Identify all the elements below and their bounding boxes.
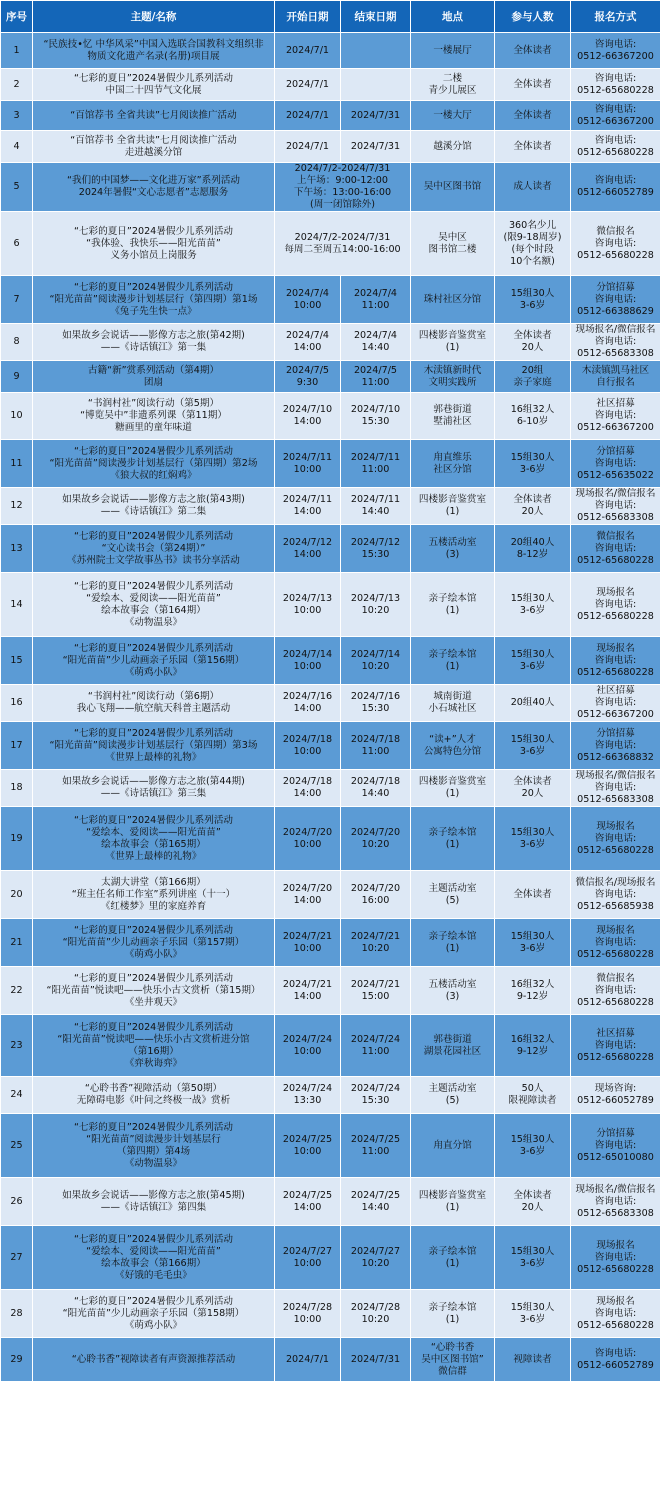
registration-method-cell: 现场报名/微信报名 咨询电话: 0512-65683308 [571, 324, 660, 361]
table-row [1, 393, 660, 440]
header-participants: 参与人数 [495, 1, 571, 33]
end-date-cell: 2024/7/10 15:30 [341, 393, 411, 440]
table-row [1, 212, 660, 276]
start-date-cell: 2024/7/10 14:00 [275, 393, 341, 440]
table-row [1, 1338, 660, 1382]
table-row [1, 919, 660, 967]
row-index-cell: 7 [1, 276, 33, 324]
start-date-cell: 2024/7/25 14:00 [275, 1178, 341, 1226]
table-row [1, 967, 660, 1015]
participants-cell: 15组30人 3-6岁 [495, 1226, 571, 1290]
start-date-cell: 2024/7/12 14:00 [275, 525, 341, 573]
end-date-cell: 2024/7/28 10:20 [341, 1290, 411, 1338]
location-cell: 一楼大厅 [411, 101, 495, 131]
start-date-cell: 2024/7/14 10:00 [275, 637, 341, 685]
start-date-cell: 2024/7/27 10:00 [275, 1226, 341, 1290]
row-index-cell: 23 [1, 1015, 33, 1077]
location-cell: 亲子绘本馆 (1) [411, 1290, 495, 1338]
registration-method-cell: 咨询电话: 0512-66052789 [571, 1338, 660, 1382]
start-date-cell: 2024/7/11 14:00 [275, 488, 341, 525]
end-date-cell: 2024/7/5 11:00 [341, 361, 411, 393]
participants-cell: 16组32人 9-12岁 [495, 967, 571, 1015]
start-date-cell: 2024/7/25 10:00 [275, 1114, 341, 1178]
end-date-cell: 2024/7/4 14:40 [341, 324, 411, 361]
location-cell: 一楼展厅 [411, 33, 495, 69]
participants-cell: 全体读者 [495, 101, 571, 131]
registration-method-cell: 现场报名 咨询电话: 0512-65680228 [571, 919, 660, 967]
location-cell: 亲子绘本馆 (1) [411, 807, 495, 871]
registration-method-cell: 现场报名 咨询电话: 0512-65680228 [571, 637, 660, 685]
table-row [1, 488, 660, 525]
registration-method-cell: 现场咨询: 0512-66052789 [571, 1077, 660, 1114]
row-index-cell: 20 [1, 871, 33, 919]
location-cell: 木渎镇新时代 文明实践所 [411, 361, 495, 393]
participants-cell: 20组40人 [495, 685, 571, 722]
participants-cell: 15组30人 3-6岁 [495, 807, 571, 871]
end-date-cell: 2024/7/20 16:00 [341, 871, 411, 919]
registration-method-cell: 现场报名 咨询电话: 0512-65680228 [571, 1290, 660, 1338]
end-date-cell: 2024/7/24 15:30 [341, 1077, 411, 1114]
start-date-cell: 2024/7/2-2024/7/31 每周二至周五14:00-16:00 [275, 212, 411, 276]
location-cell: 四楼影音鉴赏室 (1) [411, 770, 495, 807]
event-title-cell: “七彩的夏日”2024暑假少儿系列活动 中国二十四节气文化展 [33, 69, 275, 101]
event-title-cell: “心聆书香”视障活动（第50期） 无障碍电影《叶问之终极一战》赏析 [33, 1077, 275, 1114]
row-index-cell: 6 [1, 212, 33, 276]
event-title-cell: “七彩的夏日”2024暑假少儿系列活动 “爱绘本、爱阅读——阳光苗苗” 绘本故事会（第166期） 《好饿的毛毛虫》 [33, 1226, 275, 1290]
start-date-cell: 2024/7/21 10:00 [275, 919, 341, 967]
registration-method-cell: 咨询电话: 0512-66367200 [571, 33, 660, 69]
table-row [1, 276, 660, 324]
registration-method-cell: 分馆招募 咨询电话: 0512-66388629 [571, 276, 660, 324]
row-index-cell: 16 [1, 685, 33, 722]
table-row [1, 637, 660, 685]
participants-cell: 15组30人 3-6岁 [495, 637, 571, 685]
end-date-cell: 2024/7/25 14:40 [341, 1178, 411, 1226]
end-date-cell: 2024/7/11 14:40 [341, 488, 411, 525]
row-index-cell: 17 [1, 722, 33, 770]
table-row [1, 722, 660, 770]
event-title-cell: “民族技•忆 中华风采”中国入选联合国教科文组织非 物质文化遗产名录(名册)项目展 [33, 33, 275, 69]
table-row [1, 101, 660, 131]
registration-method-cell: 现场报名/微信报名 咨询电话: 0512-65683308 [571, 1178, 660, 1226]
row-index-cell: 12 [1, 488, 33, 525]
row-index-cell: 11 [1, 440, 33, 488]
end-date-cell: 2024/7/21 15:00 [341, 967, 411, 1015]
header-end-date: 结束日期 [341, 1, 411, 33]
event-title-cell: 如果故乡会说话——影像方志之旅(第44期) ——《诗话镇江》第三集 [33, 770, 275, 807]
location-cell: 亲子绘本馆 (1) [411, 573, 495, 637]
registration-method-cell: 现场报名/微信报名 咨询电话: 0512-65683308 [571, 488, 660, 525]
start-date-cell: 2024/7/21 14:00 [275, 967, 341, 1015]
end-date-cell: 2024/7/4 11:00 [341, 276, 411, 324]
location-cell: 吴中区图书馆 [411, 163, 495, 212]
start-date-cell: 2024/7/24 13:30 [275, 1077, 341, 1114]
end-date-cell: 2024/7/13 10:20 [341, 573, 411, 637]
registration-method-cell: 咨询电话: 0512-66052789 [571, 163, 660, 212]
end-date-cell: 2024/7/18 14:40 [341, 770, 411, 807]
event-title-cell: “书润村社”阅读行动（第5期） “博览吴中”非遗系列课（第11期） 糖画里的童年味道 [33, 393, 275, 440]
start-date-cell: 2024/7/18 10:00 [275, 722, 341, 770]
registration-method-cell: 咨询电话: 0512-65680228 [571, 131, 660, 163]
participants-cell: 360名少儿 (限9-18周岁) (每个时段 10个名额) [495, 212, 571, 276]
end-date-cell: 2024/7/14 10:20 [341, 637, 411, 685]
event-title-cell: “百馆荐书 全省共读”七月阅读推广活动 走进越溪分馆 [33, 131, 275, 163]
participants-cell: 20组 亲子家庭 [495, 361, 571, 393]
start-date-cell: 2024/7/4 14:00 [275, 324, 341, 361]
header-index: 序号 [1, 1, 33, 33]
participants-cell: 全体读者 20人 [495, 1178, 571, 1226]
location-cell: 城南街道 小石城社区 [411, 685, 495, 722]
event-title-cell: “七彩的夏日”2024暑假少儿系列活动 “阳光苗苗”少儿动画亲子乐园（第156期） 《萌鸡小队》 [33, 637, 275, 685]
row-index-cell: 1 [1, 33, 33, 69]
event-title-cell: “七彩的夏日”2024暑假少儿系列活动 “阳光苗苗”阅读漫步计划基层行 （第四期）第4场 《动物温泉》 [33, 1114, 275, 1178]
participants-cell: 15组30人 3-6岁 [495, 276, 571, 324]
end-date-cell: 2024/7/20 10:20 [341, 807, 411, 871]
end-date-cell: 2024/7/24 11:00 [341, 1015, 411, 1077]
event-title-cell: “七彩的夏日”2024暑假少儿系列活动 “阳光苗苗”悦读吧——快乐小古文赏析进分馆 （第16期） 《弈秋诲弈》 [33, 1015, 275, 1077]
participants-cell: 全体读者 20人 [495, 488, 571, 525]
event-title-cell: “七彩的夏日”2024暑假少儿系列活动 “阳光苗苗”悦读吧——快乐小古文赏析（第15期） 《坐井观天》 [33, 967, 275, 1015]
location-cell: 郭巷街道 湖景花园社区 [411, 1015, 495, 1077]
event-title-cell: “七彩的夏日”2024暑假少儿系列活动 “爱绘本、爱阅读——阳光苗苗” 绘本故事会（第165期） 《世界上最棒的礼物》 [33, 807, 275, 871]
registration-method-cell: 咨询电话: 0512-66367200 [571, 101, 660, 131]
row-index-cell: 5 [1, 163, 33, 212]
event-title-cell: “七彩的夏日”2024暑假少儿系列活动 “阳光苗苗”阅读漫步计划基层行（第四期）第1场 《兔子先生快一点》 [33, 276, 275, 324]
end-date-cell: 2024/7/31 [341, 1338, 411, 1382]
event-title-cell: 如果故乡会说话——影像方志之旅(第42期) ——《诗话镇江》第一集 [33, 324, 275, 361]
location-cell: 甪直分馆 [411, 1114, 495, 1178]
table-row [1, 324, 660, 361]
start-date-cell: 2024/7/1 [275, 1338, 341, 1382]
header-row [1, 1, 660, 33]
participants-cell: 全体读者 [495, 131, 571, 163]
row-index-cell: 3 [1, 101, 33, 131]
start-date-cell: 2024/7/16 14:00 [275, 685, 341, 722]
end-date-cell: 2024/7/25 11:00 [341, 1114, 411, 1178]
row-index-cell: 15 [1, 637, 33, 685]
row-index-cell: 21 [1, 919, 33, 967]
row-index-cell: 2 [1, 69, 33, 101]
location-cell: 郭巷街道 墅浦社区 [411, 393, 495, 440]
participants-cell: 16组32人 9-12岁 [495, 1015, 571, 1077]
header-start-date: 开始日期 [275, 1, 341, 33]
event-title-cell: “七彩的夏日”2024暑假少儿系列活动 “阳光苗苗”阅读漫步计划基层行（第四期）第3场 《世界上最棒的礼物》 [33, 722, 275, 770]
location-cell: 珠村社区分馆 [411, 276, 495, 324]
table-row [1, 807, 660, 871]
registration-method-cell: 咨询电话: 0512-65680228 [571, 69, 660, 101]
registration-method-cell: 分馆招募 咨询电话: 0512-66368832 [571, 722, 660, 770]
end-date-cell: 2024/7/31 [341, 101, 411, 131]
table-row [1, 1077, 660, 1114]
participants-cell: 全体读者 [495, 33, 571, 69]
row-index-cell: 22 [1, 967, 33, 1015]
row-index-cell: 26 [1, 1178, 33, 1226]
row-index-cell: 24 [1, 1077, 33, 1114]
row-index-cell: 4 [1, 131, 33, 163]
participants-cell: 16组32人 6-10岁 [495, 393, 571, 440]
row-index-cell: 18 [1, 770, 33, 807]
participants-cell: 全体读者 [495, 871, 571, 919]
location-cell: 四楼影音鉴赏室 (1) [411, 324, 495, 361]
location-cell: 亲子绘本馆 (1) [411, 919, 495, 967]
table-row [1, 163, 660, 212]
event-title-cell: 太湖大讲堂（第166期） “班主任名师工作室”系列讲座（十一） 《红楼梦》里的家庭养育 [33, 871, 275, 919]
event-title-cell: 古籍“新”赏系列活动（第4期） 团扇 [33, 361, 275, 393]
table-row [1, 1015, 660, 1077]
start-date-cell: 2024/7/1 [275, 131, 341, 163]
event-title-cell: “心聆书香”视障读者有声资源推荐活动 [33, 1338, 275, 1382]
participants-cell: 全体读者 [495, 69, 571, 101]
participants-cell: 20组40人 8-12岁 [495, 525, 571, 573]
participants-cell: 全体读者 20人 [495, 324, 571, 361]
event-title-cell: “百馆荐书 全省共读”七月阅读推广活动 [33, 101, 275, 131]
row-index-cell: 28 [1, 1290, 33, 1338]
location-cell: 四楼影音鉴赏室 (1) [411, 488, 495, 525]
start-date-cell: 2024/7/13 10:00 [275, 573, 341, 637]
row-index-cell: 14 [1, 573, 33, 637]
participants-cell: 15组30人 3-6岁 [495, 722, 571, 770]
event-title-cell: “七彩的夏日”2024暑假少儿系列活动 “阳光苗苗”少儿动画亲子乐园（第157期） 《萌鸡小队》 [33, 919, 275, 967]
start-date-cell: 2024/7/11 10:00 [275, 440, 341, 488]
end-date-cell: 2024/7/11 11:00 [341, 440, 411, 488]
row-index-cell: 29 [1, 1338, 33, 1382]
table-row [1, 1178, 660, 1226]
start-date-cell: 2024/7/28 10:00 [275, 1290, 341, 1338]
registration-method-cell: 微信报名 咨询电话: 0512-65680228 [571, 525, 660, 573]
participants-cell: 50人 限视障读者 [495, 1077, 571, 1114]
registration-method-cell: 分馆招募 咨询电话: 0512-65635022 [571, 440, 660, 488]
start-date-cell: 2024/7/20 14:00 [275, 871, 341, 919]
registration-method-cell: 微信报名 咨询电话: 0512-65680228 [571, 967, 660, 1015]
location-cell: 吴中区 图书馆二楼 [411, 212, 495, 276]
registration-method-cell: 微信报名 咨询电话: 0512-65680228 [571, 212, 660, 276]
event-title-cell: “七彩的夏日”2024暑假少儿系列活动 “文心读书会（第24期）” 《苏州院士文学故事丛书》读书分享活动 [33, 525, 275, 573]
registration-method-cell: 现场报名 咨询电话: 0512-65680228 [571, 573, 660, 637]
location-cell: 主题活动室 (5) [411, 1077, 495, 1114]
registration-method-cell: 现场报名/微信报名 咨询电话: 0512-65683308 [571, 770, 660, 807]
end-date-cell [341, 69, 411, 101]
row-index-cell: 25 [1, 1114, 33, 1178]
location-cell: 四楼影音鉴赏室 (1) [411, 1178, 495, 1226]
table-row [1, 525, 660, 573]
row-index-cell: 13 [1, 525, 33, 573]
table-row [1, 685, 660, 722]
header-location: 地点 [411, 1, 495, 33]
participants-cell: 15组30人 3-6岁 [495, 573, 571, 637]
event-title-cell: “七彩的夏日”2024暑假少儿系列活动 “我体验、我快乐——阳光苗苗” 义务小馆员上岗服务 [33, 212, 275, 276]
registration-method-cell: 社区招募 咨询电话: 0512-66367200 [571, 685, 660, 722]
registration-method-cell: 社区招募 咨询电话: 0512-66367200 [571, 393, 660, 440]
location-cell: 主题活动室 (5) [411, 871, 495, 919]
start-date-cell: 2024/7/1 [275, 33, 341, 69]
table-row [1, 1226, 660, 1290]
table-row [1, 1114, 660, 1178]
row-index-cell: 8 [1, 324, 33, 361]
location-cell: 二楼 青少儿展区 [411, 69, 495, 101]
start-date-cell: 2024/7/20 10:00 [275, 807, 341, 871]
table-row [1, 1290, 660, 1338]
row-index-cell: 27 [1, 1226, 33, 1290]
table-row [1, 573, 660, 637]
participants-cell: 视障读者 [495, 1338, 571, 1382]
row-index-cell: 9 [1, 361, 33, 393]
event-title-cell: “书润村社”阅读行动（第6期） 我心飞翔——航空航天科普主题活动 [33, 685, 275, 722]
participants-cell: 15组30人 3-6岁 [495, 1290, 571, 1338]
location-cell: 甪直维乐 社区分馆 [411, 440, 495, 488]
event-title-cell: “七彩的夏日”2024暑假少儿系列活动 “阳光苗苗”少儿动画亲子乐园（第158期） 《萌鸡小队》 [33, 1290, 275, 1338]
event-title-cell: 如果故乡会说话——影像方志之旅(第45期) ——《诗话镇江》第四集 [33, 1178, 275, 1226]
location-cell: “心聆书香 吴中区图书馆” 微信群 [411, 1338, 495, 1382]
registration-method-cell: 社区招募 咨询电话: 0512-65680228 [571, 1015, 660, 1077]
row-index-cell: 19 [1, 807, 33, 871]
end-date-cell: 2024/7/16 15:30 [341, 685, 411, 722]
end-date-cell: 2024/7/21 10:20 [341, 919, 411, 967]
header-title: 主题/名称 [33, 1, 275, 33]
table-row [1, 770, 660, 807]
location-cell: 五楼活动室 (3) [411, 967, 495, 1015]
table-row [1, 440, 660, 488]
participants-cell: 15组30人 3-6岁 [495, 440, 571, 488]
table-row [1, 69, 660, 101]
start-date-cell: 2024/7/2-2024/7/31 上午场：9:00-12:00 下午场：13:00-16:00 (周一闭馆除外) [275, 163, 411, 212]
table-row [1, 33, 660, 69]
participants-cell: 全体读者 20人 [495, 770, 571, 807]
start-date-cell: 2024/7/1 [275, 101, 341, 131]
location-cell: “读+”人才 公寓特色分馆 [411, 722, 495, 770]
location-cell: 越溪分馆 [411, 131, 495, 163]
table-row [1, 871, 660, 919]
header-registration: 报名方式 [571, 1, 660, 33]
participants-cell: 15组30人 3-6岁 [495, 919, 571, 967]
registration-method-cell: 木渎镇凯马社区 自行报名 [571, 361, 660, 393]
start-date-cell: 2024/7/1 [275, 69, 341, 101]
start-date-cell: 2024/7/24 10:00 [275, 1015, 341, 1077]
end-date-cell [341, 33, 411, 69]
event-title-cell: 如果故乡会说话——影像方志之旅(第43期) ——《诗话镇江》第二集 [33, 488, 275, 525]
location-cell: 亲子绘本馆 (1) [411, 637, 495, 685]
start-date-cell: 2024/7/18 14:00 [275, 770, 341, 807]
participants-cell: 15组30人 3-6岁 [495, 1114, 571, 1178]
registration-method-cell: 现场报名 咨询电话: 0512-65680228 [571, 807, 660, 871]
row-index-cell: 10 [1, 393, 33, 440]
end-date-cell: 2024/7/27 10:20 [341, 1226, 411, 1290]
participants-cell: 成人读者 [495, 163, 571, 212]
registration-method-cell: 现场报名 咨询电话: 0512-65680228 [571, 1226, 660, 1290]
location-cell: 亲子绘本馆 (1) [411, 1226, 495, 1290]
end-date-cell: 2024/7/18 11:00 [341, 722, 411, 770]
registration-method-cell: 微信报名/现场报名 咨询电话: 0512-65685938 [571, 871, 660, 919]
end-date-cell: 2024/7/31 [341, 131, 411, 163]
start-date-cell: 2024/7/4 10:00 [275, 276, 341, 324]
event-title-cell: “我们的中国梦——文化进万家”系列活动 2024年暑假“文心志愿者”志愿服务 [33, 163, 275, 212]
event-title-cell: “七彩的夏日”2024暑假少儿系列活动 “爱绘本、爱阅读——阳光苗苗” 绘本故事会（第164期） 《动物温泉》 [33, 573, 275, 637]
end-date-cell: 2024/7/12 15:30 [341, 525, 411, 573]
event-title-cell: “七彩的夏日”2024暑假少儿系列活动 “阳光苗苗”阅读漫步计划基层行（第四期）第2场 《狼大叔的红焖鸡》 [33, 440, 275, 488]
start-date-cell: 2024/7/5 9:30 [275, 361, 341, 393]
table-row [1, 131, 660, 163]
registration-method-cell: 分馆招募 咨询电话: 0512-65010080 [571, 1114, 660, 1178]
table-row [1, 361, 660, 393]
location-cell: 五楼活动室 (3) [411, 525, 495, 573]
